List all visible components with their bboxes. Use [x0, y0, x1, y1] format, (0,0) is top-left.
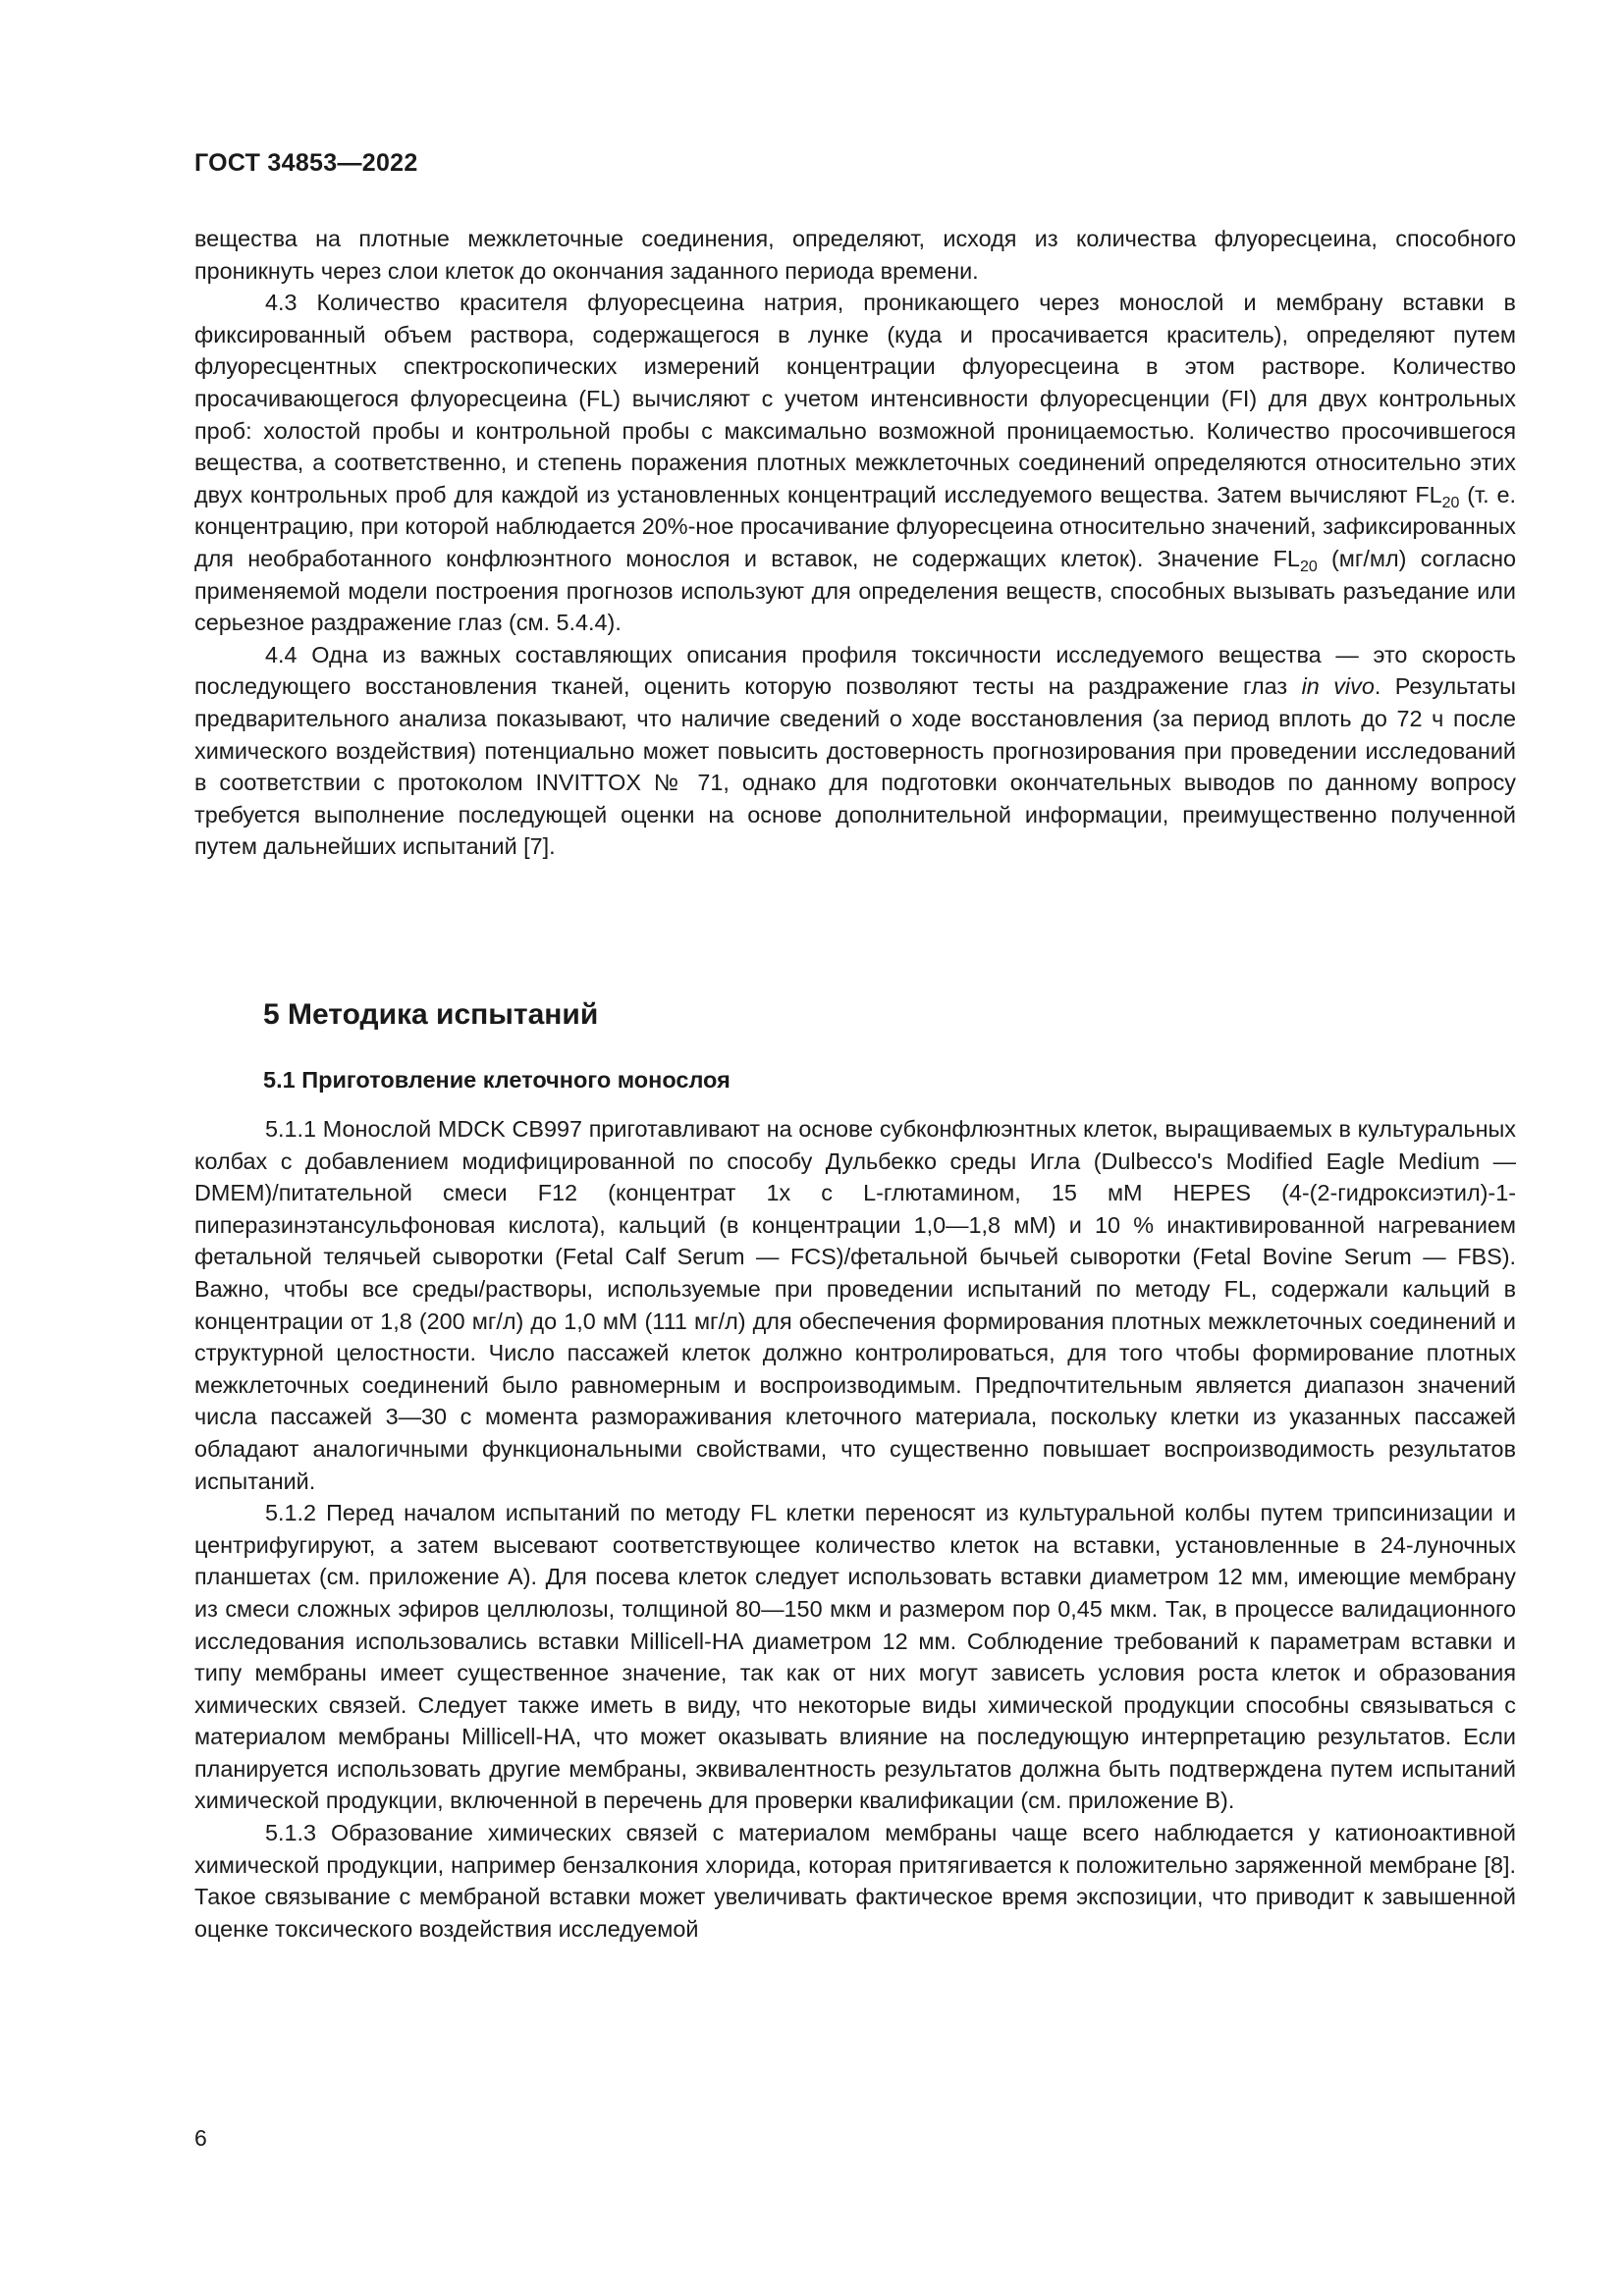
paragraph-4-3-part-c: (мг/мл) согласно применяемой модели построения прогнозов используют для определения веществ, способных вызывать разъедание или серьезное раздражение глаз (см. 5.4.4). — [194, 545, 1516, 636]
text-block-section-5 — [194, 1113, 1516, 1945]
paragraph-4-3 — [194, 287, 1516, 639]
subsection-title: 5.1 Приготовление клеточного монослоя — [263, 1067, 731, 1093]
paragraph-5-1-3: 5.1.3 Образование химических связей с материалом мембраны чаще всего наблюдается у катионоактивной химической продукции, например бензалкония хлорида, которая притягивается к положительно заряженной мембране [8]. Такое связывание с мембраной вставки может увеличивать фактическое время экспозиции, что приводит к завышенной оценке токсического воздействия исследуемой — [194, 1820, 1516, 1942]
paragraph-4-4-part-a: 4.4 Одна из важных составляющих описания профиля токсичности исследуемого вещества — это скорость последующего восстановления тканей, оценить которую позволяют тесты на раздражение глаз — [194, 641, 1516, 700]
page-number: 6 — [194, 2125, 207, 2151]
paragraph-4-3-part-b: (т. е. концентрацию, при которой наблюдается 20%-ное просачивание флуоресцеина относительно значений, зафиксированных для необработанного конфлюэнтного монослоя и вставок, не содержащих клеток). Значение FL — [194, 481, 1516, 571]
paragraph-4-4 — [194, 639, 1516, 863]
subscript-20: 20 — [1299, 558, 1318, 575]
paragraph-4-3-part-a: 4.3 Количество красителя флуоресцеина натрия, проникающего через монослой и мембрану вставки в фиксированный объем раствора, содержащегося в лунке (куда и просачивается краситель), определяют путем флуоресцентных спектроскопических измерений концентрации флуоресцеина в этом растворе. Количество просачивающегося флуоресцеина (FL) вычисляют с учетом интенсивности флуоресценции (FI) для двух контрольных проб: холостой пробы и контрольной пробы с максимально возможной проницаемостью. Количество просочившегося вещества, а соответственно, и степень поражения плотных межклеточных соединений определяются относительно этих двух контрольных проб для каждой из установленных концентраций исследуемого вещества. Затем вычисляют FL — [194, 290, 1516, 507]
document-header: ГОСТ 34853—2022 — [194, 149, 418, 177]
paragraph-intro: вещества на плотные межклеточные соединения, определяют, исходя из количества флуоресцеина, способного проникнуть через слои клеток до окончания заданного периода времени. — [194, 226, 1516, 284]
italic-in-vivo: in vivo — [1301, 673, 1375, 700]
paragraph-5-1-2: 5.1.2 Перед началом испытаний по методу FL клетки переносят из культуральной колбы путем трипсинизации и центрифугируют, а затем высевают соответствующее количество клеток на вставки, установленные в 24-луночных планшетах (см. приложение А). Для посева клеток следует использовать вставки диаметром 12 мм, имеющие мембрану из смеси сложных эфиров целлюлозы, толщиной 80—150 мкм и размером пор 0,45 мкм. Так, в процессе валидационного исследования использовались вставки Millicell-HA диаметром 12 мм. Соблюдение требований к параметрам вставки и типу мембраны имеет существенное значение, так как от них могут зависеть условия роста клеток и образования химических связей. Следует также иметь в виду, что некоторые виды химической продукции способны связываться с материалом мембраны Millicell-HA, что может оказывать влияние на последующую интерпретацию результатов. Если планируется использовать другие мембраны, эквивалентность результатов должна быть подтверждена путем испытаний химической продукции, включенной в перечень для проверки квалификации (см. приложение В). — [194, 1500, 1516, 1814]
subscript-20: 20 — [1441, 494, 1460, 511]
paragraph-4-4-part-b: . Результаты предварительного анализа показывают, что наличие сведений о ходе восстановления (за период вплоть до 72 ч после химического воздействия) потенциально может повысить достоверность прогнозирования при проведении исследований в соответствии с протоколом INVITTOX № 71, однако для подготовки окончательных выводов по данному вопросу требуется выполнение последующей оценки на основе дополнительной информации, преимущественно полученной путем дальнейших испытаний [7]. — [194, 673, 1516, 860]
paragraph-5-1-1: 5.1.1 Монослой MDCK CB997 приготавливают на основе субконфлюэнтных клеток, выращиваемых в культуральных колбах с добавлением модифицированной по способу Дульбекко среды Игла (Dulbecco's Modified Eagle Medium — DMEM)/питательной смеси F12 (концентрат 1x с L-глютамином, 15 мМ HEPES (4-(2-гидроксиэтил)-1-пиперазинэтансульфоновая кислота), кальций (в концентрации 1,0—1,8 мМ) и 10 % инактивированной нагреванием фетальной телячьей сыворотки (Fetal Calf Serum — FCS)/фетальной бычьей сыворотки (Fetal Bovine Serum — FBS). Важно, чтобы все среды/растворы, используемые при проведении испытаний по методу FL, содержали кальций в концентрации от 1,8 (200 мг/л) до 1,0 мМ (111 мг/л) для обеспечения формирования плотных межклеточных соединений и структурной целостности. Число пассажей клеток должно контролироваться, для того чтобы формирование плотных межклеточных соединений было равномерным и воспроизводимым. Предпочтительным является диапазон значений числа пассажей 3—30 с момента размораживания клеточного материала, поскольку клетки из указанных пассажей обладают аналогичными функциональными свойствами, что существенно повышает воспроизводимость результатов испытаний. — [194, 1116, 1516, 1494]
section-title: 5 Методика испытаний — [263, 998, 599, 1031]
text-block-intro — [194, 223, 1516, 863]
